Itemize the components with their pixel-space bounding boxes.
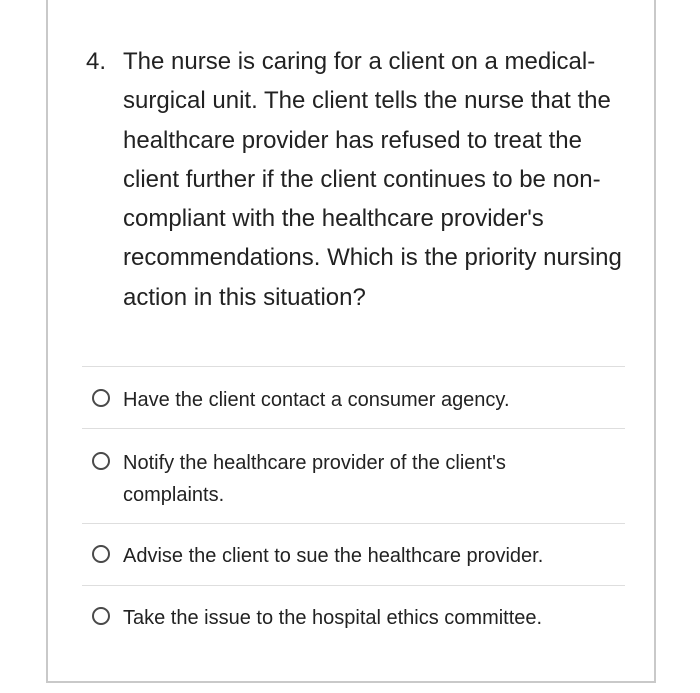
answer-option-4[interactable] — [82, 585, 625, 647]
answer-option-label: Notify the healthcare provider of the client's complaints. — [123, 452, 506, 506]
answer-option-label: Have the client contact a consumer agency. — [123, 389, 510, 411]
radio-unchecked-icon[interactable] — [92, 607, 110, 625]
answer-option-1[interactable] — [82, 366, 625, 428]
radio-unchecked-icon[interactable] — [92, 452, 110, 470]
question-number: 4. — [86, 48, 107, 75]
question-block — [86, 42, 631, 317]
answer-option-2[interactable] — [82, 428, 625, 523]
answer-option-label: Advise the client to sue the healthcare provider. — [123, 545, 544, 567]
answer-option-label: Take the issue to the hospital ethics committee. — [123, 607, 543, 629]
answer-option-3[interactable] — [82, 523, 625, 585]
question-text: The nurse is caring for a client on a medical-surgical unit. The client tells the nurse that the healthcare provider has refused to treat the client further if the client continues to be non-compliant with the healthcare provider's recommendations. Which is the priority nursing action in this situation? — [123, 48, 622, 311]
radio-unchecked-icon[interactable] — [92, 389, 110, 407]
answer-options — [82, 366, 625, 647]
question-card — [46, 0, 656, 683]
radio-unchecked-icon[interactable] — [92, 545, 110, 563]
